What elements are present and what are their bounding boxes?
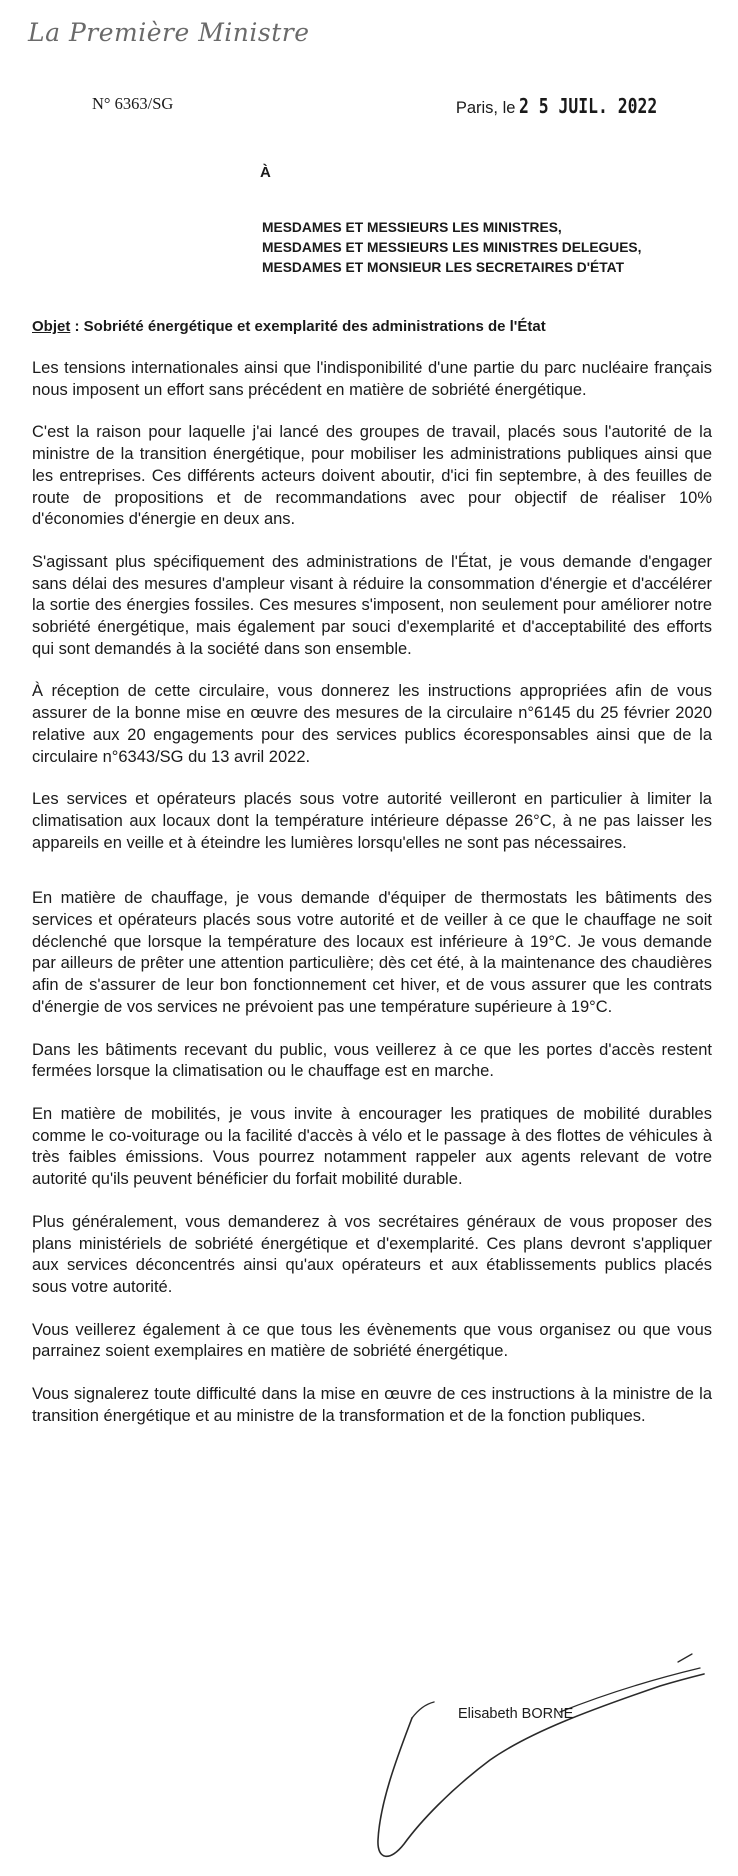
- date-prefix: Paris, le: [455, 99, 516, 117]
- paragraph: Plus généralement, vous demanderez à vos secrétaires généraux de vous proposer des plans ministériels de sobriété énergétique et d'exemplarité. Ces plans devront s'appliquer aux services déconcentrés ainsi qu'aux opérateurs et aux établissements publics placés sous votre autorité.: [32, 1212, 712, 1296]
- paragraph: Vous veillerez également à ce que tous les évènements que vous organisez ou que vous parrainez soient exemplaires en matière de sobriété énergétique.: [32, 1320, 712, 1361]
- paragraph: Vous signalerez toute difficulté dans la mise en œuvre de ces instructions à la ministre de la transition énergétique et au ministre de la transformation et de la fonction publiques.: [32, 1385, 712, 1425]
- paragraph: Les services et opérateurs placés sous votre autorité veilleront en particulier à limiter la climatisation aux locaux dont la température intérieure dépasse 26°C, à ne pas laisser les appareils en veille et à éteindre les lumières lorsqu'elles ne sont pas nécessaires.: [32, 790, 712, 852]
- paragraph: À réception de cette circulaire, vous donnerez les instructions appropriées afin de vous assurer de la bonne mise en œuvre des mesures de la circulaire n°6145 du 25 février 2020 relative aux 20 engagements pour des services publics écoresponsables ainsi que de la circulaire n°6343/SG du 13 avril 2022.: [32, 682, 712, 766]
- paragraph: En matière de mobilités, je vous invite à encourager les pratiques de mobilité durables comme le co-voiturage ou la facilité d'accès à vélo et le passage à des flottes de véhicules à très faibles émissions. Vous pourrez notamment rappeler aux agents relevant de votre autorité qu'ils peuvent bénéficier du forfait mobilité durable.: [32, 1104, 712, 1189]
- subject-text: : Sobriété énergétique et exemplarité des administrations de l'État: [70, 318, 546, 335]
- paragraph: S'agissant plus spécifiquement des administrations de l'État, je vous demande d'engager sans délai des mesures d'ampleur visant à réduire la consommation d'énergie et d'accélérer la sortie des énergies fossiles. Ces mesures s'imposent, non seulement pour améliorer notre sobriété énergétique, mais également par souci d'exemplarité et d'acceptabilité des efforts qui sont demandés à la société dans son ensemble.: [32, 552, 712, 658]
- paragraph: En matière de chauffage, je vous demande d'équiper de thermostats les bâtiments des services et opérateurs placés sous votre autorité et de veiller à ce que le chauffage ne soit déclenché que lorsque la température des locaux est inférieure à 19°C. Je vous demande par ailleurs de prêter une attention particulière; dès cet été, à la maintenance des chaudières afin de s'assurer de leur bon fonctionnement cet hiver, et de vous assurer que les contrats d'énergie de vos services ne prévoient pas une température supérieure à 19°C.: [32, 889, 712, 1016]
- paragraph: C'est la raison pour laquelle j'ai lancé des groupes de travail, placés sous l'autorité de la ministre de la transition énergétique, pour mobiliser les administrations publiques ainsi que les entreprises. Ces différents acteurs doivent aboutir, d'ici fin septembre, à des feuilles de route de propositions et de recommandations avec pour objectif de réaliser 10% d'économies d'énergie en deux ans.: [32, 423, 712, 529]
- date-line: [456, 94, 688, 118]
- addressee-line: MESDAMES ET MESSIEURS LES MINISTRES DELEGUES,: [262, 240, 642, 255]
- recipient-prefix: À: [260, 164, 271, 181]
- letter-body: [32, 358, 712, 1427]
- date-stamp: 2 5 JUIL. 2022: [519, 94, 658, 118]
- addressees-block: [262, 218, 641, 278]
- subject-label: Objet: [32, 318, 71, 335]
- addressee-line: MESDAMES ET MESSIEURS LES MINISTRES,: [262, 220, 562, 235]
- subject-line: [32, 318, 712, 335]
- paragraph: Les tensions internationales ainsi que l'indisponibilité d'une partie du parc nucléaire français nous imposent un effort sans précédent en matière de sobriété énergétique.: [32, 359, 712, 399]
- signatory-name: Elisabeth BORNE: [458, 1706, 574, 1722]
- reference-number: N° 6363/SG: [92, 94, 174, 113]
- addressee-line: MESDAMES ET MONSIEUR LES SECRETAIRES D'ÉTAT: [262, 260, 625, 275]
- handwritten-signature: [360, 1640, 720, 1876]
- paragraph: Dans les bâtiments recevant du public, vous veillerez à ce que les portes d'accès restent fermées lorsque la climatisation ou le chauffage est en marche.: [32, 1040, 712, 1081]
- letterhead: La Première Ministre: [28, 18, 310, 47]
